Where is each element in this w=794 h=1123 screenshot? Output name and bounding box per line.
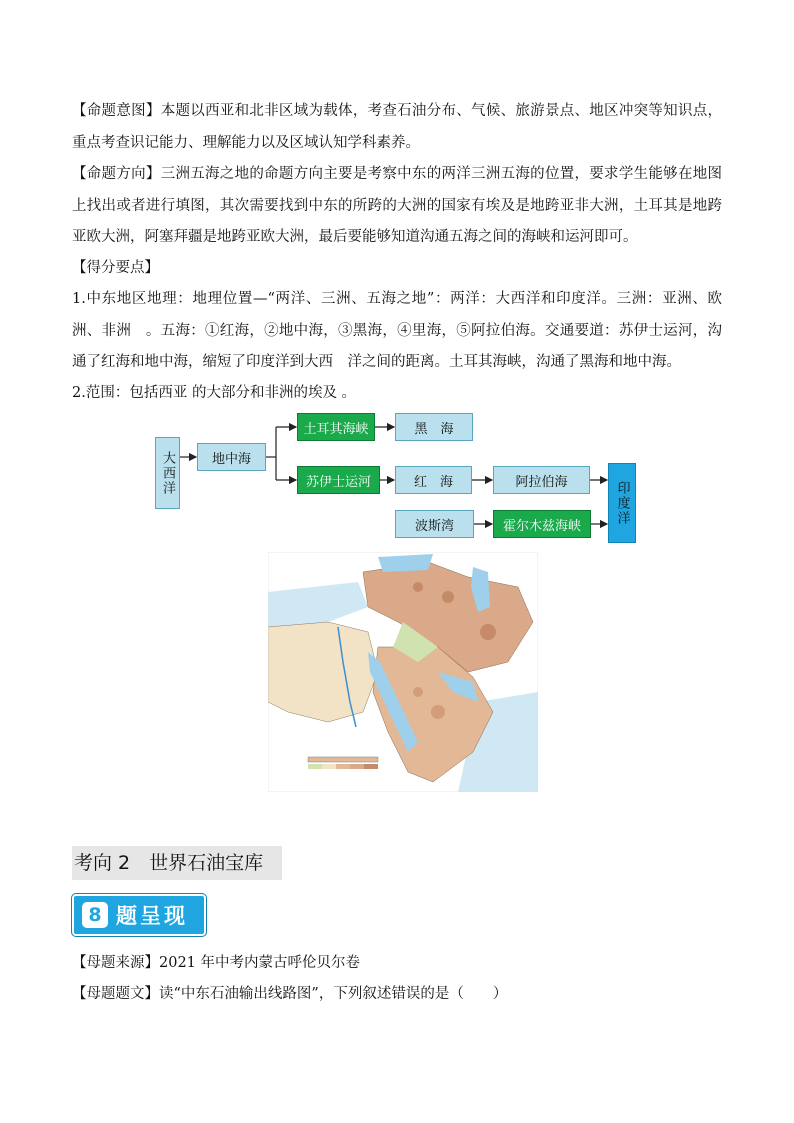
suez-canal-box: 苏伊士运河	[297, 466, 380, 494]
middle-east-relief-map	[268, 552, 538, 792]
turkish-straits-box: 土耳其海峡	[297, 413, 375, 441]
indian-ocean-box: 印度洋	[608, 463, 636, 543]
badge-number: 8	[82, 902, 108, 928]
source-tag: 【母题来源】	[72, 955, 159, 971]
section-heading: 考向 2 世界石油宝库	[72, 846, 282, 880]
intent-text: 本题以西亚和北非区域为载体，考查石油分布、气候、旅游景点、地区冲突等知识点，重点考查识记能力、理解能力以及区域认知学科素养。	[72, 103, 723, 151]
point-2: 2.范围：包括西亚 的大部分和非洲的埃及 。	[72, 385, 357, 401]
source-line	[72, 948, 722, 980]
points-heading: 【得分要点】	[72, 260, 159, 276]
direction-text: 三洲五海之地的命题方向主要是考察中东的两洋三洲五海的位置，要求学生能够在地图上找出或者进行填图，其次需要找到中东的所跨的大洲的国家有埃及是地跨亚非大洲，土耳其是地跨亚欧大洲，阿塞拜疆是地跨亚欧大洲，最后要能够知道沟通五海之间的海峡和运河即可。	[72, 166, 723, 245]
question-line	[72, 979, 722, 1011]
intent-tag: 【命题意图】	[72, 103, 161, 119]
arabian-sea-box: 阿拉伯海	[493, 466, 590, 494]
mediterranean-box: 地中海	[197, 443, 266, 471]
hormuz-strait-box: 霍尔木兹海峡	[493, 510, 591, 538]
black-sea-box: 黑 海	[395, 413, 473, 441]
persian-gulf-box: 波斯湾	[395, 510, 474, 538]
question-text: 读“中东石油输出线路图”，下列叙述错误的是（ ）	[159, 986, 508, 1002]
atlantic-box: 大西洋	[155, 437, 180, 509]
red-sea-box: 红 海	[395, 466, 472, 494]
question-presentation-badge	[72, 894, 206, 936]
badge-text: 题呈现	[116, 904, 188, 928]
source-text: 2021 年中考内蒙古呼伦贝尔卷	[159, 955, 361, 971]
point-1: 1.中东地区地理：地理位置—“两洋、三洲、五海之地”：两洋：大西洋和印度洋。三洲：亚洲、欧洲、非洲 。五海：①红海，②地中海，③黑海，④里海，⑤阿拉伯海。交通要道：苏伊士运河，沟通了红海和地中海，缩短了印度洋到大西 洋之间的距离。土耳其海峡，沟通了黑海和地中海。	[72, 291, 722, 370]
question-tag: 【母题题文】	[72, 986, 159, 1002]
direction-tag: 【命题方向】	[72, 166, 161, 182]
